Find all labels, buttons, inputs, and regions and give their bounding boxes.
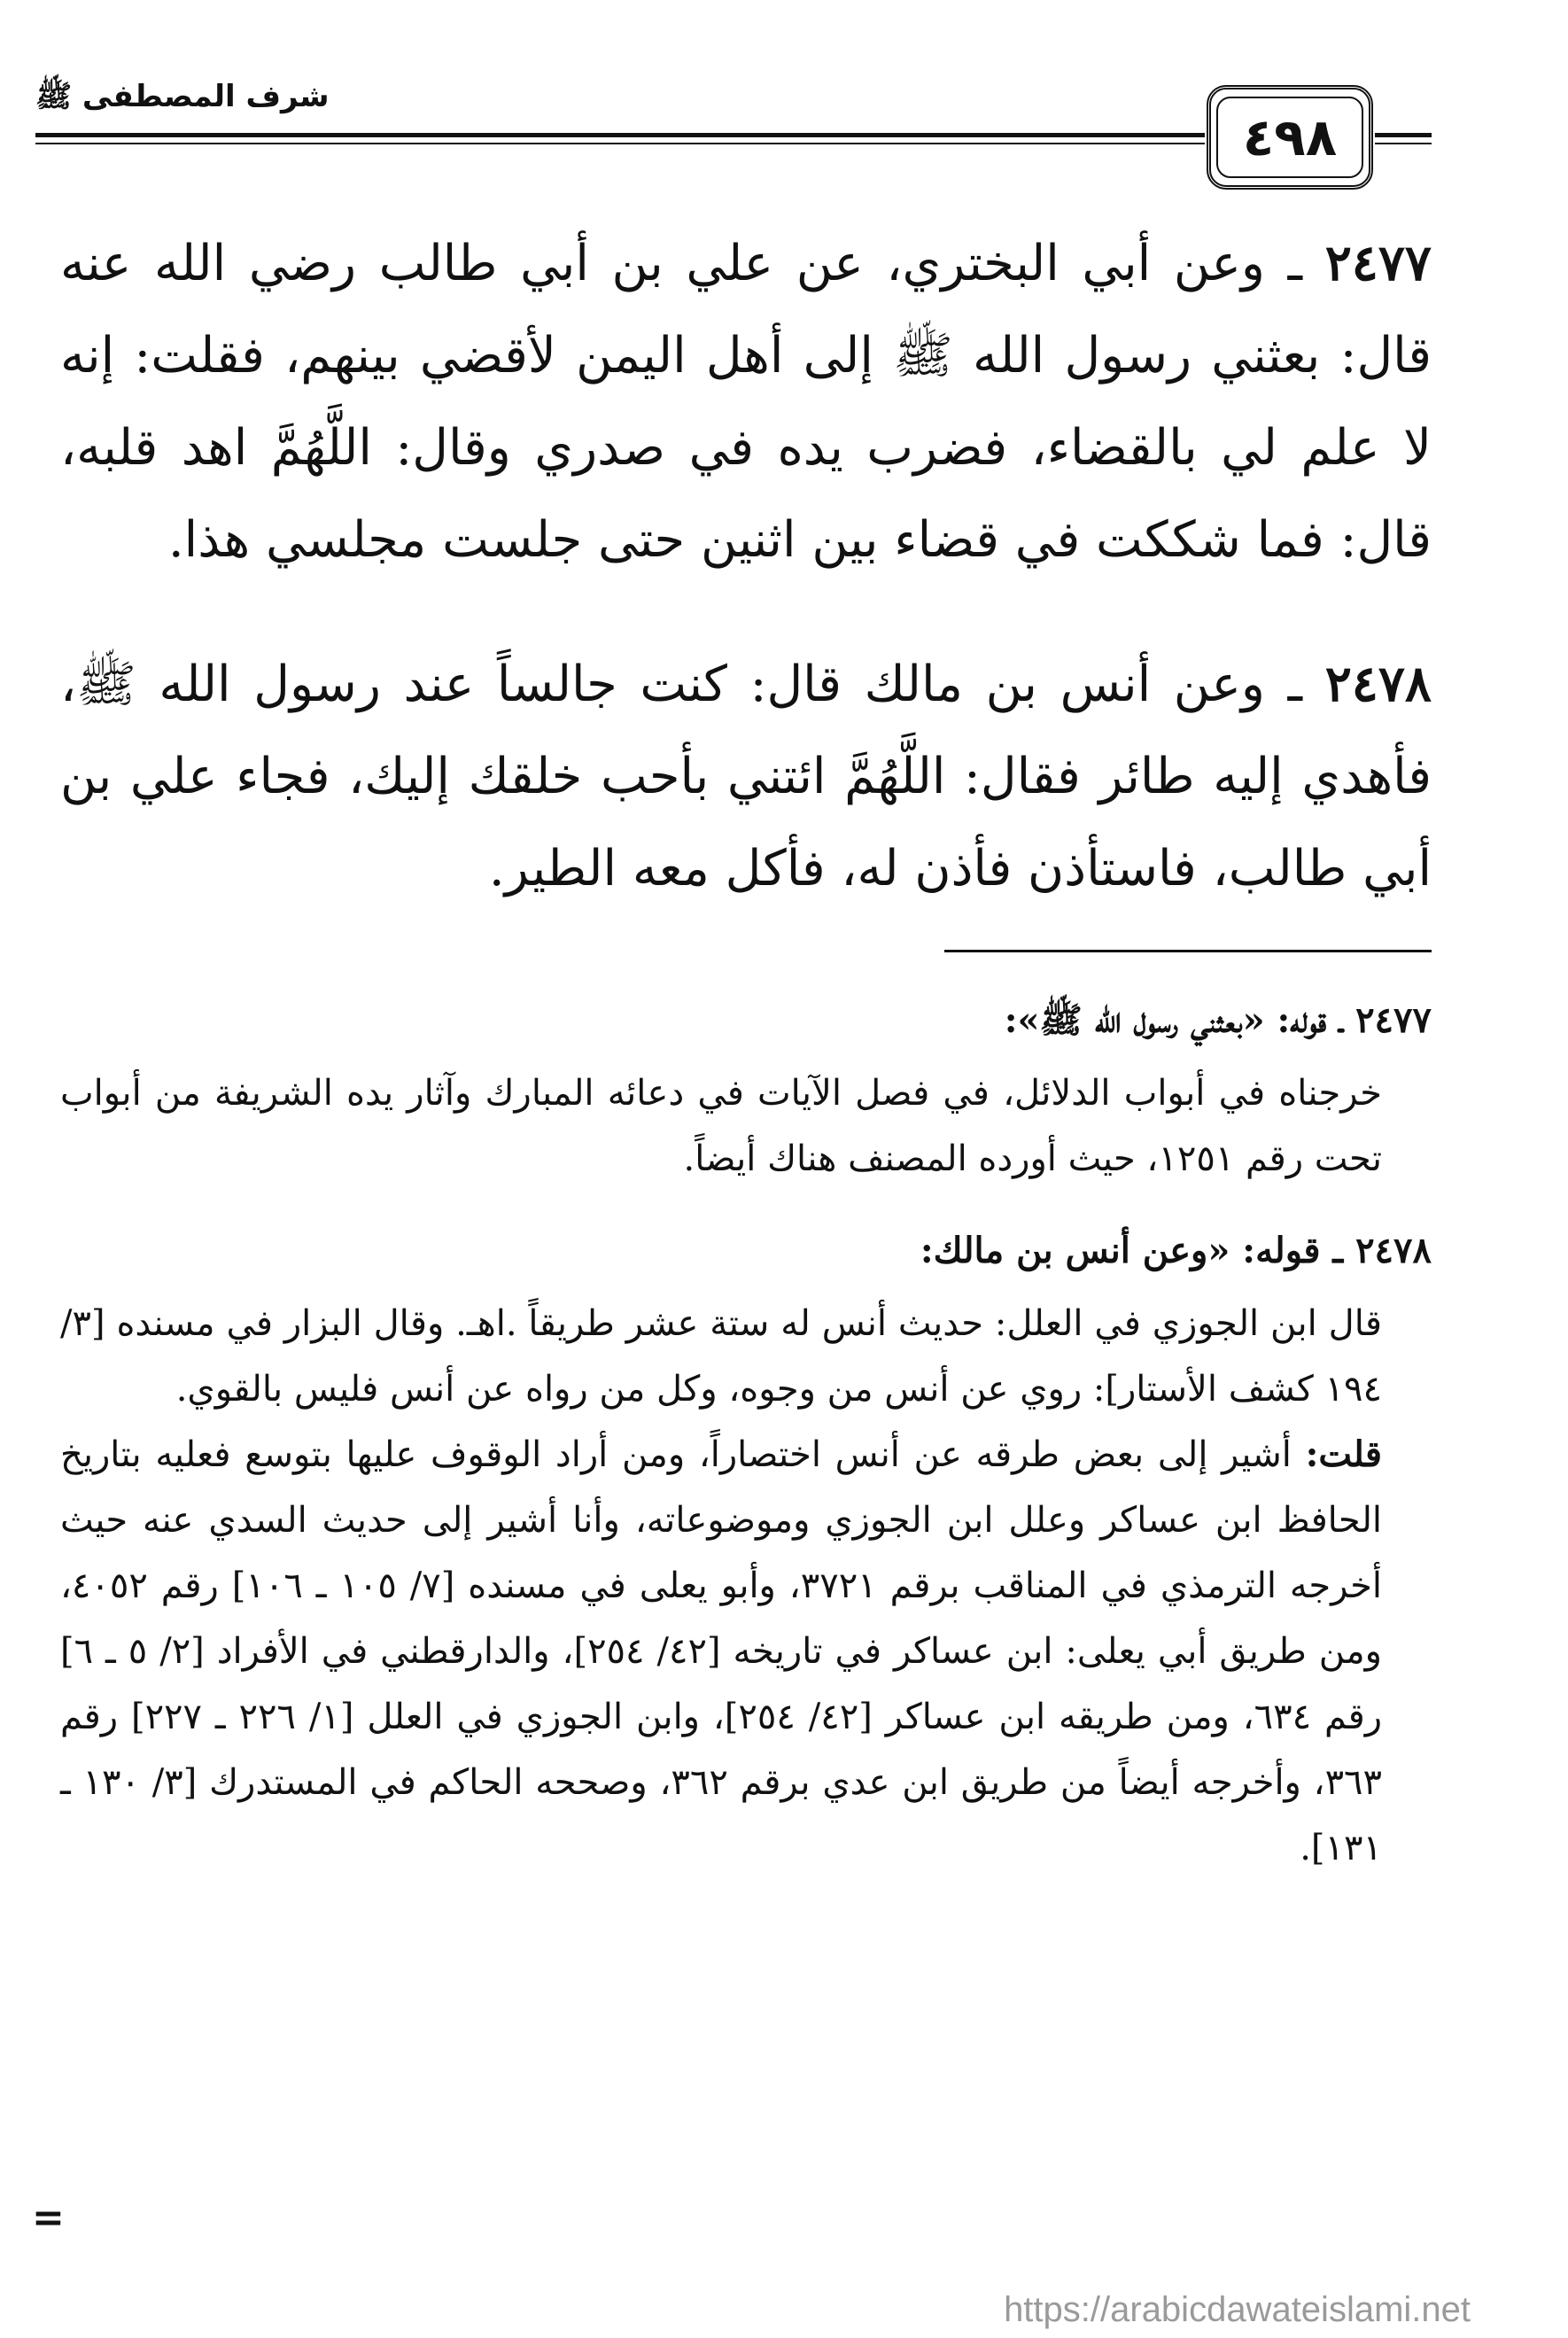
footnote-separator xyxy=(944,950,1432,952)
header-rule-right xyxy=(1375,133,1432,137)
watermark-url: https://arabicdawateislami.net xyxy=(1004,2290,1471,2329)
hadith-text: ـ وعن أبي البختري، عن علي بن أبي طالب رضي الله عنه قال: بعثني رسول الله ﷺ إلى أهل اليمن لأقضي بينهم، فقلت: إنه لا علم لي بالقضاء، فضرب يده في صدري وقال: اللَّهُمَّ اهد قلبه، قال: فما شككت في قضاء بين اثنين حتى جلست مجلسي هذا. xyxy=(60,235,1432,569)
footnote-heading: ٢٤٧٧ ـ قوله: «بعثني رسول الله ﷺ»: xyxy=(1004,999,1432,1041)
hadith-text: ـ وعن أنس بن مالك قال: كنت جالساً عند رسول الله ﷺ، فأهدي إليه طائر فقال: اللَّهُمَّ ائتني بأحب خلقك إليك، فجاء علي بن أبي طالب، فاستأذن فأذن له، فأكل معه الطير. xyxy=(60,656,1432,897)
header-rule xyxy=(35,133,1205,137)
footnote-paragraph: أشير إلى بعض طرقه عن أنس اختصاراً، ومن أراد الوقوف عليها بتوسع فعليه بتاريخ الحافظ ابن عساكر وعلل ابن الجوزي وموضوعاته، وأنا أشير إلى حديث السدي عنه حيث أخرجه الترمذي في المناقب برقم ٣٧٢١، وأبو يعلى في مسنده [٧/ ١٠٥ ـ ١٠٦] رقم ٤٠٥٢، ومن طريق أبي يعلى: ابن عساكر في تاريخه [٤٢/ ٢٥٤]، والدارقطني في الأفراد [٢/ ٥ ـ ٦] رقم ٦٣٤، ومن طريقه ابن عساكر [٤٢/ ٢٥٤]، وابن الجوزي في العلل [١/ ٢٢٦ ـ ٢٢٧] رقم ٣٦٣، وأخرجه أيضاً من طريق ابن عدي برقم ٣٦٢، وصححه الحاكم في المستدرك [٣/ ١٣٠ ـ ١٣١]. xyxy=(60,1434,1383,1868)
page-number: ٤٩٨ xyxy=(1216,97,1363,178)
footnote-text xyxy=(60,1422,1382,1881)
running-header-title: شرف المصطفى ﷺ xyxy=(35,79,330,114)
main-text xyxy=(60,217,1432,967)
footnote-heading: ٢٤٧٨ ـ قوله: «وعن أنس بن مالك: xyxy=(920,1230,1432,1271)
footnotes xyxy=(60,988,1432,1907)
continuation-mark: = xyxy=(32,2195,65,2241)
footnote-text: قال ابن الجوزي في العلل: حديث أنس له ستة عشر طريقاً .اهـ. وقال البزار في مسنده [٣/ ١٩٤ كشف الأستار]: روي عن أنس من وجوه، وكل من رواه عن أنس فليس بالقوي. xyxy=(60,1303,1382,1410)
footnote-text: خرجناه في أبواب الدلائل، في فصل الآيات في دعائه المبارك وآثار يده الشريفة من أبواب تحت رقم ١٢٥١، حيث أورده المصنف هناك أيضاً. xyxy=(60,1073,1382,1179)
footnote-body xyxy=(60,1291,1432,1881)
hadith-number: ٢٤٧٨ xyxy=(1324,655,1432,713)
header-rule-thin xyxy=(35,143,1205,144)
page-number-frame xyxy=(1207,85,1373,190)
footnote-lead: قلت: xyxy=(1305,1433,1382,1475)
header-rule-right-thin xyxy=(1375,143,1432,144)
hadith-paragraph xyxy=(60,217,1432,586)
footnote-body xyxy=(60,1060,1432,1192)
hadith-paragraph xyxy=(60,638,1432,915)
hadith-number: ٢٤٧٧ xyxy=(1324,234,1432,292)
